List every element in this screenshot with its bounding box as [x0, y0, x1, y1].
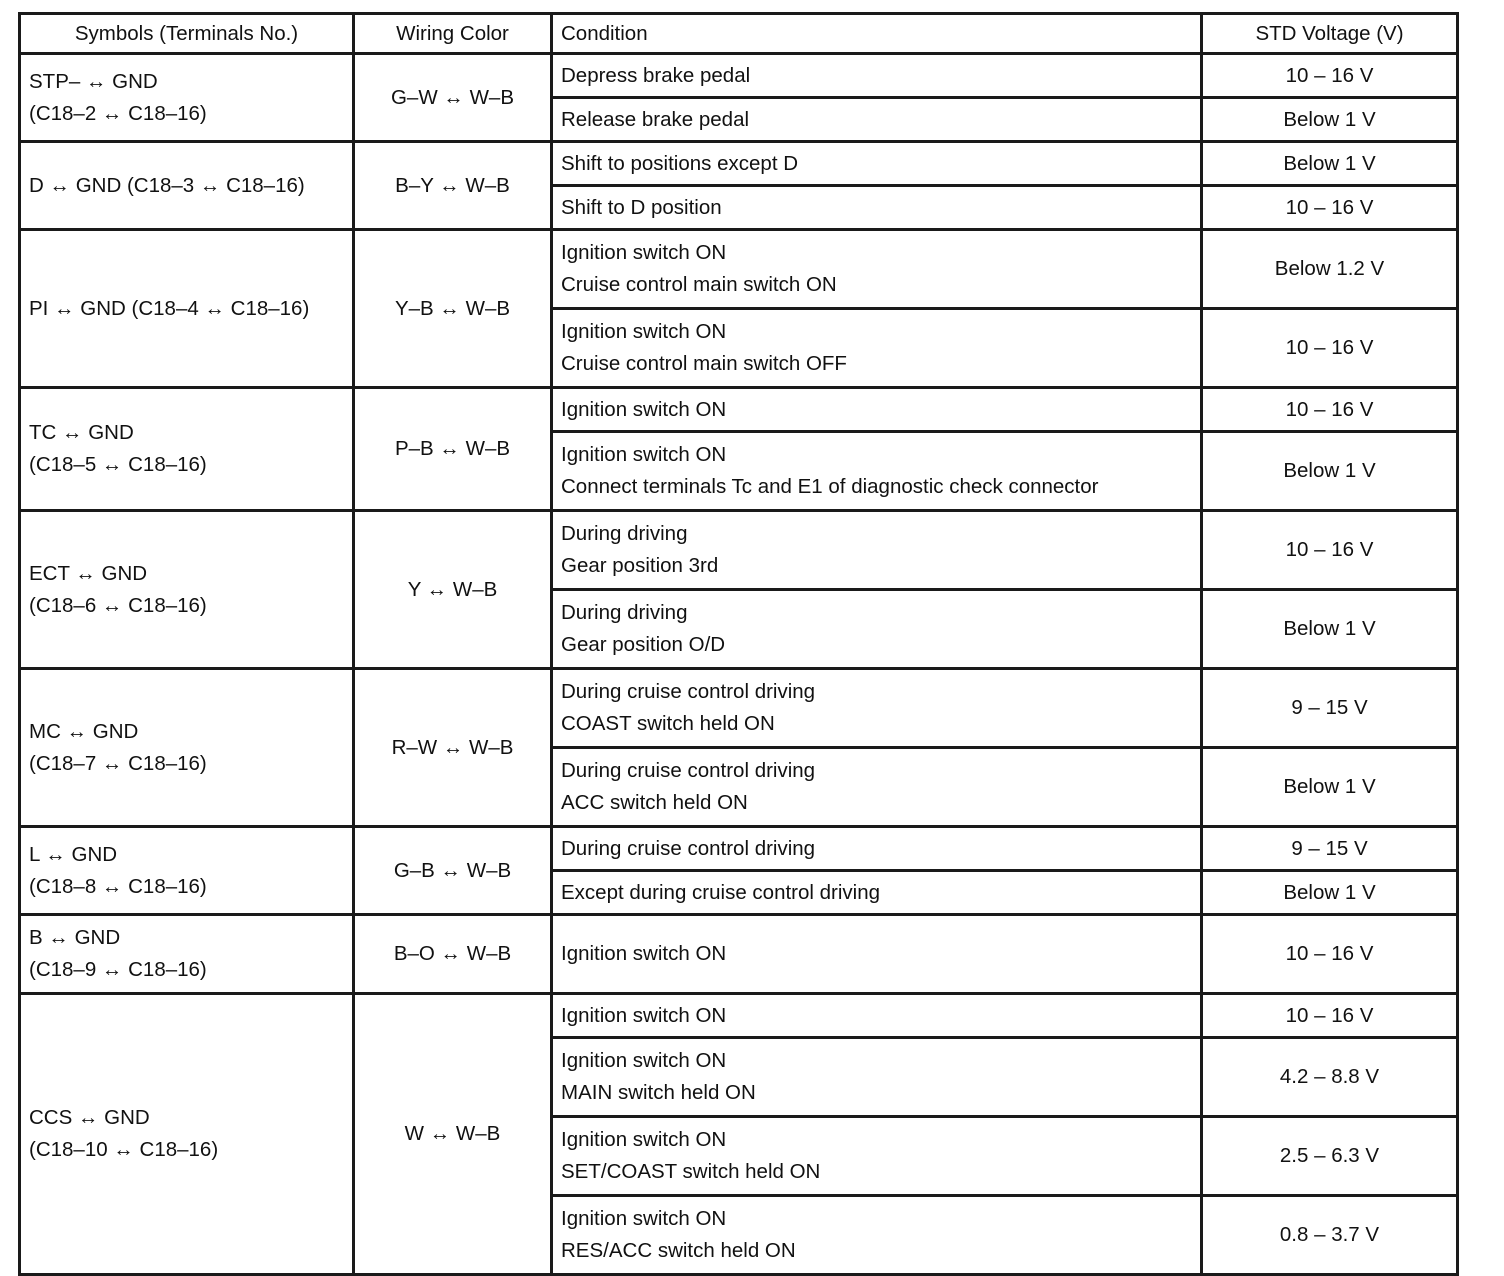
symbol-text: (C18–2 ↔ C18–16)	[29, 101, 207, 125]
table-row	[20, 827, 1458, 871]
condition-cell	[552, 871, 1202, 915]
condition-text: COAST switch held ON	[561, 712, 775, 735]
condition-text: Except during cruise control driving	[561, 880, 881, 904]
symbol-cell	[20, 827, 354, 915]
condition-text: Ignition switch ON	[561, 1003, 727, 1027]
symbol-text: ECT ↔ GND	[29, 561, 148, 585]
condition-cell	[552, 827, 1202, 871]
condition-text: Ignition switch ON	[561, 241, 727, 264]
symbol-text: (C18–6 ↔ C18–16)	[29, 593, 207, 617]
std-voltage-cell: 10 – 16 V	[1202, 186, 1458, 230]
condition-text: During cruise control driving	[561, 836, 816, 860]
symbol-cell	[20, 54, 354, 142]
condition-text: Shift to positions except D	[561, 151, 799, 175]
symbol-text: L ↔ GND	[29, 842, 118, 866]
table-row	[20, 388, 1458, 432]
condition-cell	[552, 54, 1202, 98]
condition-text: Ignition switch ON	[561, 942, 727, 965]
symbol-cell	[20, 669, 354, 827]
condition-text: During driving	[561, 601, 688, 624]
condition-text: ACC switch held ON	[561, 791, 748, 814]
condition-text: Ignition switch ON	[561, 1207, 727, 1230]
condition-text: SET/COAST switch held ON	[561, 1160, 821, 1183]
wiring-color-cell: G–W ↔ W–B	[354, 54, 552, 142]
symbol-cell	[20, 388, 354, 511]
condition-text: Ignition switch ON	[561, 443, 727, 466]
table-body	[20, 54, 1458, 1275]
table-row	[20, 142, 1458, 186]
condition-text: Cruise control main switch OFF	[561, 352, 847, 375]
condition-cell	[552, 142, 1202, 186]
condition-cell	[552, 511, 1202, 590]
table-row	[20, 669, 1458, 748]
std-voltage-cell: 10 – 16 V	[1202, 309, 1458, 388]
header-condition: Condition	[552, 14, 1202, 54]
condition-cell	[552, 98, 1202, 142]
condition-text: Gear position 3rd	[561, 554, 719, 577]
std-voltage-cell: 4.2 – 8.8 V	[1202, 1038, 1458, 1117]
header-wiring-color: Wiring Color	[354, 14, 552, 54]
symbol-cell	[20, 230, 354, 388]
table-row	[20, 994, 1458, 1038]
condition-cell	[552, 590, 1202, 669]
table-row	[20, 54, 1458, 98]
symbol-cell	[20, 142, 354, 230]
wiring-color-cell: B–Y ↔ W–B	[354, 142, 552, 230]
symbol-cell	[20, 511, 354, 669]
std-voltage-cell: 10 – 16 V	[1202, 915, 1458, 994]
std-voltage-cell: 0.8 – 3.7 V	[1202, 1196, 1458, 1275]
symbol-text: STP– ↔ GND	[29, 69, 158, 93]
std-voltage-cell: 2.5 – 6.3 V	[1202, 1117, 1458, 1196]
condition-cell	[552, 230, 1202, 309]
condition-cell	[552, 669, 1202, 748]
std-voltage-cell: Below 1 V	[1202, 748, 1458, 827]
symbol-cell	[20, 915, 354, 994]
condition-text: Cruise control main switch ON	[561, 273, 837, 296]
table-header-row	[20, 14, 1458, 54]
wiring-color-cell: P–B ↔ W–B	[354, 388, 552, 511]
condition-text: Ignition switch ON	[561, 1049, 727, 1072]
header-std-voltage: STD Voltage (V)	[1202, 14, 1458, 54]
condition-text: Gear position O/D	[561, 633, 726, 656]
wiring-color-cell: G–B ↔ W–B	[354, 827, 552, 915]
symbol-text: (C18–10 ↔ C18–16)	[29, 1138, 219, 1161]
symbol-text: (C18–7 ↔ C18–16)	[29, 751, 207, 775]
std-voltage-cell: 10 – 16 V	[1202, 994, 1458, 1038]
std-voltage-cell: 10 – 16 V	[1202, 388, 1458, 432]
condition-text: Ignition switch ON	[561, 1128, 727, 1151]
condition-cell	[552, 432, 1202, 511]
std-voltage-cell: Below 1 V	[1202, 98, 1458, 142]
condition-text: MAIN switch held ON	[561, 1081, 756, 1104]
std-voltage-table	[18, 12, 1459, 1276]
condition-cell	[552, 915, 1202, 994]
wiring-color-cell: Y–B ↔ W–B	[354, 230, 552, 388]
table-row	[20, 511, 1458, 590]
condition-text: Shift to D position	[561, 195, 722, 219]
symbol-text: B ↔ GND	[29, 926, 121, 949]
header-symbols: Symbols (Terminals No.)	[20, 14, 354, 54]
symbol-text: MC ↔ GND	[29, 719, 139, 743]
std-voltage-cell: 9 – 15 V	[1202, 669, 1458, 748]
symbol-cell	[20, 994, 354, 1275]
std-voltage-cell: 10 – 16 V	[1202, 54, 1458, 98]
condition-cell	[552, 994, 1202, 1038]
symbol-text: (C18–9 ↔ C18–16)	[29, 958, 207, 981]
condition-text: During cruise control driving	[561, 759, 816, 782]
wiring-color-cell: W ↔ W–B	[354, 994, 552, 1275]
table-row	[20, 230, 1458, 309]
std-voltage-cell: Below 1.2 V	[1202, 230, 1458, 309]
condition-cell	[552, 309, 1202, 388]
wiring-color-cell: Y ↔ W–B	[354, 511, 552, 669]
symbol-text: PI ↔ GND (C18–4 ↔ C18–16)	[29, 296, 310, 320]
std-voltage-cell: Below 1 V	[1202, 432, 1458, 511]
condition-text: Depress brake pedal	[561, 63, 751, 87]
wiring-color-cell: R–W ↔ W–B	[354, 669, 552, 827]
wiring-color-cell: B–O ↔ W–B	[354, 915, 552, 994]
condition-text: During driving	[561, 522, 688, 545]
symbol-text: TC ↔ GND	[29, 421, 134, 444]
std-voltage-cell: Below 1 V	[1202, 871, 1458, 915]
symbol-text: D ↔ GND (C18–3 ↔ C18–16)	[29, 173, 305, 197]
condition-text: During cruise control driving	[561, 680, 816, 703]
symbol-text: CCS ↔ GND	[29, 1106, 150, 1129]
condition-text: RES/ACC switch held ON	[561, 1239, 796, 1262]
table-row	[20, 915, 1458, 994]
condition-text: Ignition switch ON	[561, 397, 727, 421]
condition-cell	[552, 748, 1202, 827]
std-voltage-cell: 10 – 16 V	[1202, 511, 1458, 590]
condition-cell	[552, 1117, 1202, 1196]
std-voltage-cell: Below 1 V	[1202, 590, 1458, 669]
symbol-text: (C18–5 ↔ C18–16)	[29, 453, 207, 476]
condition-text: Release brake pedal	[561, 107, 750, 131]
std-voltage-cell: Below 1 V	[1202, 142, 1458, 186]
condition-text: Connect terminals Tc and E1 of diagnostic check connector	[561, 475, 1099, 498]
condition-cell	[552, 186, 1202, 230]
condition-cell	[552, 1038, 1202, 1117]
condition-cell	[552, 1196, 1202, 1275]
condition-text: Ignition switch ON	[561, 320, 727, 343]
condition-cell	[552, 388, 1202, 432]
symbol-text: (C18–8 ↔ C18–16)	[29, 874, 207, 898]
std-voltage-cell: 9 – 15 V	[1202, 827, 1458, 871]
